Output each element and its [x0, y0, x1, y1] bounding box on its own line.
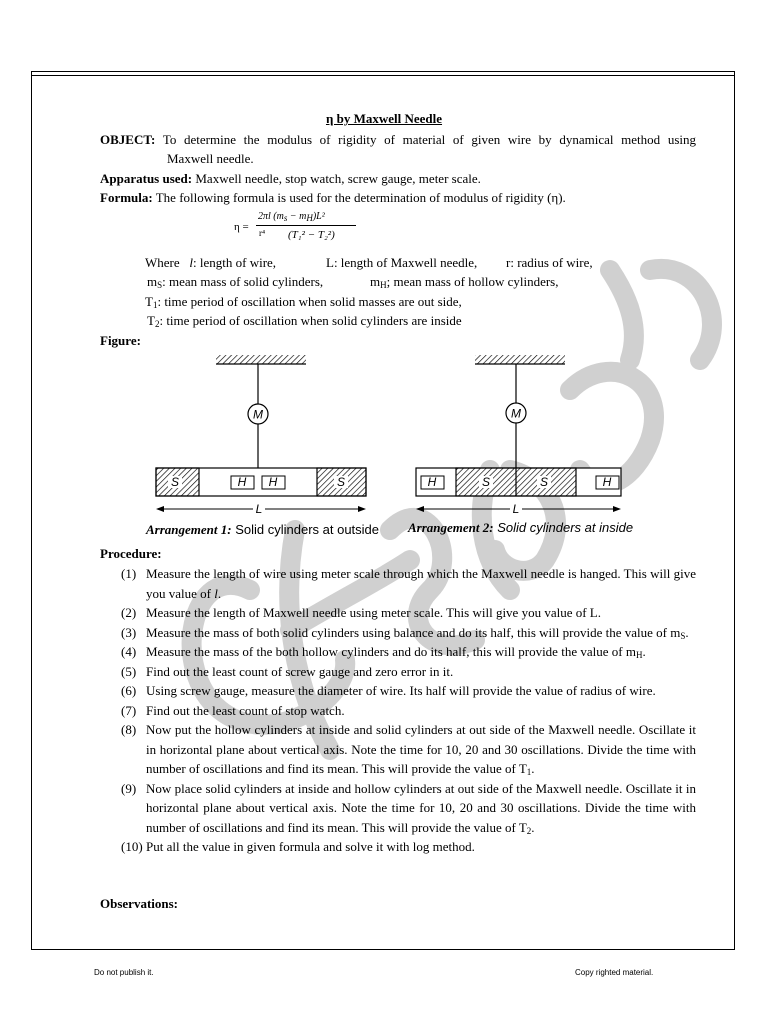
procedure-step: [100, 662, 696, 682]
footer-left: Do not publish it.: [94, 968, 154, 977]
procedure-step: [100, 603, 696, 623]
arrangement-2-diagram: [416, 355, 621, 516]
page-title: η by Maxwell Needle: [325, 111, 443, 126]
formula-line: [100, 188, 566, 208]
procedure-step-text: Find out the least count of screw gauge and zero error in it.: [146, 663, 454, 679]
hollow-label-2a: H: [427, 475, 437, 489]
procedure-step-text: Put all the value in given formula and solve it with log method.: [146, 839, 475, 854]
procedure-step: (8) Now put the hollow cylinders at inside and solid cylinders at out side of the Maxwell needle. Oscillate it in horizontal plane about vertical axis. Note the time for 10, 20 and 30 oscillations. Divide the time with number of oscillations and find its mean. This will provide the value of $T_1$.: [121, 722, 696, 777]
apparatus-label: Apparatus used:: [100, 171, 193, 186]
hollow-label-1b: H: [268, 475, 278, 489]
ceiling-support-2: [475, 355, 565, 364]
where-line-2: $m_S$: mean mass of solid cylinders,: [147, 274, 324, 290]
procedure-step-text: Now put the hollow cylinders at inside and solid cylinders at out side of the Maxwell needle. Oscillate it in horizontal plane about vertical axis. Note the time for 10, 20 and 30 oscillations. Divide the time with number of oscillations and find its mean. This will provide the value of T: [146, 722, 696, 776]
length-label-1: L: [255, 502, 263, 516]
observations-label: Observations:: [100, 896, 178, 911]
procedure-step-number: (5): [121, 663, 137, 679]
procedure-step-text: Measure the length of Maxwell needle using meter scale. This will give you value of L.: [146, 605, 601, 620]
arrangement-1-diagram: [156, 355, 366, 516]
object-line-1: [100, 130, 696, 150]
procedure-step: (3) Measure the mass of both solid cylinders using balance and do its half, this will provide the value of $m_S$.: [121, 624, 689, 641]
solid-label-1b: S: [336, 475, 346, 489]
formula-equation: [234, 211, 364, 251]
figure-label: Figure:: [100, 333, 141, 348]
length-label-2: L: [512, 502, 520, 516]
procedure-step-text: Measure the mass of both solid cylinders using balance and do its half, this will provide the value of m: [146, 624, 681, 640]
hollow-label-1a: H: [237, 475, 247, 489]
procedure-step-text: Find out the least count of stop watch.: [146, 702, 345, 718]
procedure-step-number: (10): [121, 839, 143, 854]
procedure-step-number: (2): [121, 605, 137, 620]
procedure-step: (1) Measure the length of wire using meter scale through which the Maxwell needle is hanged. This will give you value of l.: [121, 566, 696, 601]
where-line-3: $T_1$: time period of oscillation when solid masses are out side,: [145, 294, 462, 310]
procedure-step-number: (1): [121, 566, 137, 581]
formula-r4: r⁴: [259, 228, 266, 238]
formula-numerator: 2πl $(m_s - m_H)L^2$: [258, 211, 325, 223]
object-text-1: To determine the modulus of rigidity of material of given wire by dynamical method using: [162, 132, 696, 147]
procedure-list: [100, 564, 696, 857]
procedure-step-text: Measure the mass of the both hollow cylinders and do its half, this will provide the value of m: [146, 644, 636, 659]
caption-arrangement-1: Arrangement 1: Solid cylinders at outside: [146, 522, 380, 537]
ceiling-support-1: [216, 355, 306, 364]
procedure-step-text: Using screw gauge, measure the diameter of wire. Its half will provide the value of radius of wire.: [146, 683, 656, 698]
object-label: OBJECT:: [100, 132, 156, 147]
procedure-step-number: (6): [121, 683, 137, 698]
where-line-1c: r: radius of wire,: [506, 255, 593, 270]
procedure-step-number: (3): [121, 624, 137, 640]
page-border-top-rule: [31, 75, 735, 76]
procedure-step-number: (7): [121, 702, 137, 718]
procedure-label: Procedure:: [100, 546, 162, 561]
procedure-step-text: Now place solid cylinders at inside and hollow cylinders at out side of the Maxwell needle. Oscillate it in horizontal plane about vertical axis. Note the time for 10, 20 and 30 oscillations. Divide the time with number of oscillations and find its mean. This will provide the value of T: [146, 780, 696, 835]
solid-label-2a: S: [481, 475, 491, 489]
apparatus-text: Maxwell needle, stop watch, screw gauge, meter scale.: [195, 171, 481, 186]
formula-label: Formula:: [100, 190, 153, 205]
where-line-1: Where l: length of wire,: [145, 255, 277, 270]
caption-arrangement-2: Arrangement 2: Solid cylinders at inside: [408, 520, 634, 535]
where-line-1b: L: length of Maxwell needle,: [326, 255, 478, 270]
procedure-step: [100, 837, 696, 857]
procedure-step-number: (9): [121, 780, 137, 796]
footer-right: Copy righted material.: [575, 968, 654, 977]
hollow-label-2b: H: [602, 475, 612, 489]
formula-lhs: η =: [234, 221, 249, 233]
procedure-step-number: (8): [121, 722, 137, 737]
mirror-label-1: M: [253, 407, 263, 422]
procedure-step: [100, 681, 696, 701]
mirror-label-2: M: [511, 406, 521, 421]
procedure-step: (9) Now place solid cylinders at inside and hollow cylinders at out side of the Maxwell needle. Oscillate it in horizontal plane about vertical axis. Note the time for 10, 20 and 30 oscillations. Divide the time with number of oscillations and find its mean. This will provide the value of $T_2$.: [121, 780, 696, 836]
apparatus-line: [100, 169, 481, 189]
formula-fraction-bar: [256, 225, 356, 226]
solid-label-2b: S: [539, 475, 549, 489]
maxwell-needle-figure: [140, 350, 680, 545]
solid-label-1a: S: [170, 475, 180, 489]
where-line-2b: $m_H$; mean mass of hollow cylinders,: [370, 274, 559, 290]
procedure-step: [100, 701, 696, 721]
procedure-step-number: (4): [121, 644, 137, 659]
object-text-2: Maxwell needle.: [167, 151, 254, 166]
procedure-step-text: Measure the length of wire using meter scale through which the Maxwell needle is hanged. This will give you value of: [146, 566, 696, 601]
procedure-step: (4) Measure the mass of the both hollow cylinders and do its half, this will provide the value of $m_H$.: [121, 644, 646, 660]
formula-text: The following formula is used for the determination of modulus of rigidity (η).: [155, 190, 566, 205]
where-line-4: $T_2$: time period of oscillation when solid cylinders are inside: [147, 313, 462, 329]
formula-denominator: (T₁² − T₂²): [288, 229, 335, 241]
